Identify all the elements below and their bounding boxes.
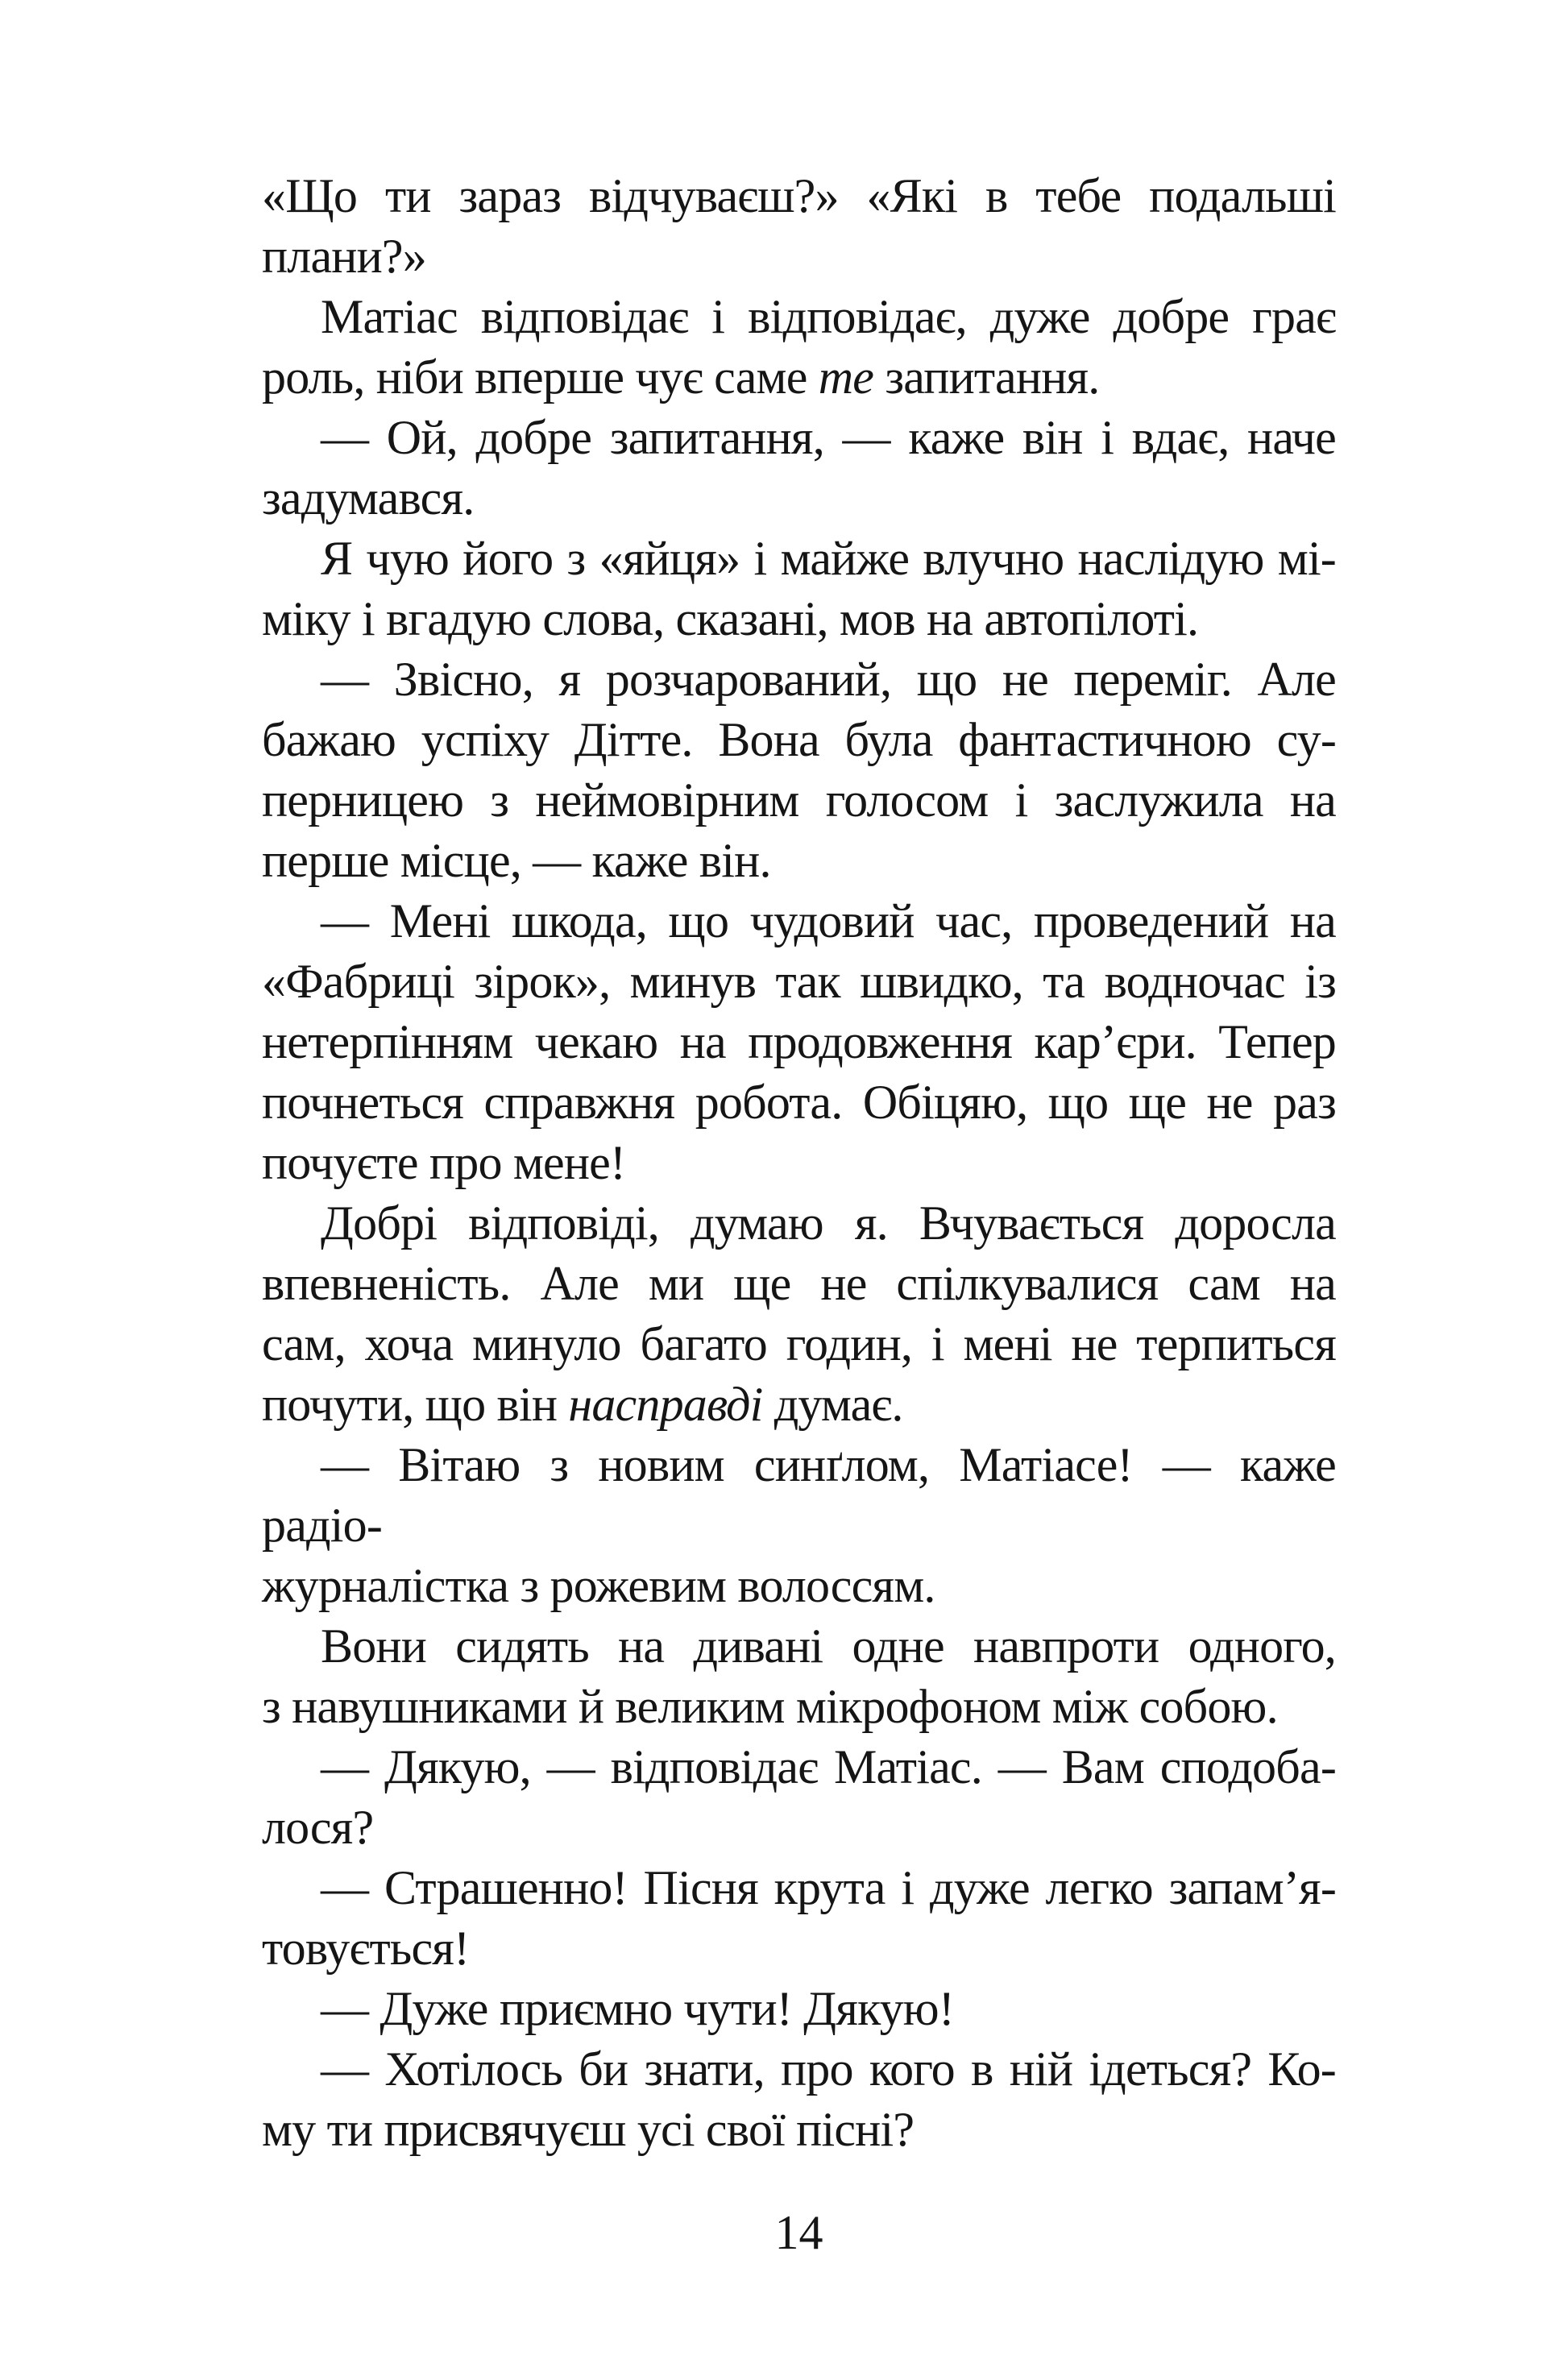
text-line: «Що ти зараз відчуваєш?» «Які в тебе подальші — [262, 169, 1336, 222]
text-line: перницею з неймовірним голосом і заслужила на — [262, 773, 1336, 827]
text-line: Я чую його з «яйця» і майже влучно наслідую мі- — [321, 532, 1336, 585]
text-line: впевненість. Але ми ще не спілкувалися сам на — [262, 1257, 1336, 1310]
text-line: Вони сидять на дивані одне навпроти одного, — [321, 1619, 1336, 1673]
text-line: роль, ніби вперше чує саме те запитання. — [262, 350, 1100, 404]
text-line: нетерпінням чекаю на продовження кар’єри. Тепер — [262, 1015, 1336, 1068]
text-line: — Мені шкода, що чудовий час, проведений на — [321, 894, 1336, 947]
text-line: міку і вгадую слова, сказані, мов на автопілоті. — [262, 592, 1199, 645]
text-line: почнеться справжня робота. Обіцяю, що ще не раз — [262, 1076, 1336, 1129]
text-line: — Звісно, я розчарований, що не переміг. Але — [321, 653, 1336, 706]
text-line: — Страшенно! Пісня крута і дуже легко запам’я- — [321, 1861, 1336, 1914]
text-line: му ти присвячуєш усі свої пісні? — [262, 2103, 915, 2156]
text-block — [262, 166, 1336, 2160]
page-number: 14 — [774, 2206, 823, 2259]
text-line: почути, що він насправді думає. — [262, 1378, 903, 1431]
text-line: задумався. — [262, 471, 475, 525]
text-line: почуєте про мене! — [262, 1136, 626, 1189]
text-line: Матіас відповідає і відповідає, дуже добре грає — [321, 290, 1336, 343]
text-line: бажаю успіху Дітте. Вона була фантастичною су- — [262, 713, 1336, 766]
text-line: перше місце, — каже він. — [262, 834, 771, 887]
text-line: «Фабриці зірок», минув так швидко, та водночас із — [262, 955, 1336, 1008]
text-line: лося? — [262, 1801, 374, 1854]
text-line: журналістка з рожевим волоссям. — [262, 1559, 935, 1612]
text-line: сам, хоча минуло багато годин, і мені не терпиться — [262, 1317, 1336, 1370]
text-line: з навушниками й великим мікрофоном між собою. — [262, 1680, 1278, 1733]
text-line: — Дуже приємно чути! Дякую! — [321, 1982, 954, 2035]
text-line: Добрі відповіді, думаю я. Вчувається доросла — [321, 1196, 1336, 1250]
text-line: — Хотілось би знати, про кого в ній ідеться? Ко- — [321, 2042, 1336, 2096]
text-line: — Вітаю з новим синґлом, Матіасе! — каже радіо- — [262, 1438, 1336, 1552]
text-line: товується! — [262, 1922, 470, 1975]
text-line: плани?» — [262, 230, 426, 283]
text-line: — Ой, добре запитання, — каже він і вдає, наче — [321, 411, 1336, 464]
text-line: — Дякую, — відповідає Матіас. — Вам сподоба- — [321, 1740, 1336, 1793]
